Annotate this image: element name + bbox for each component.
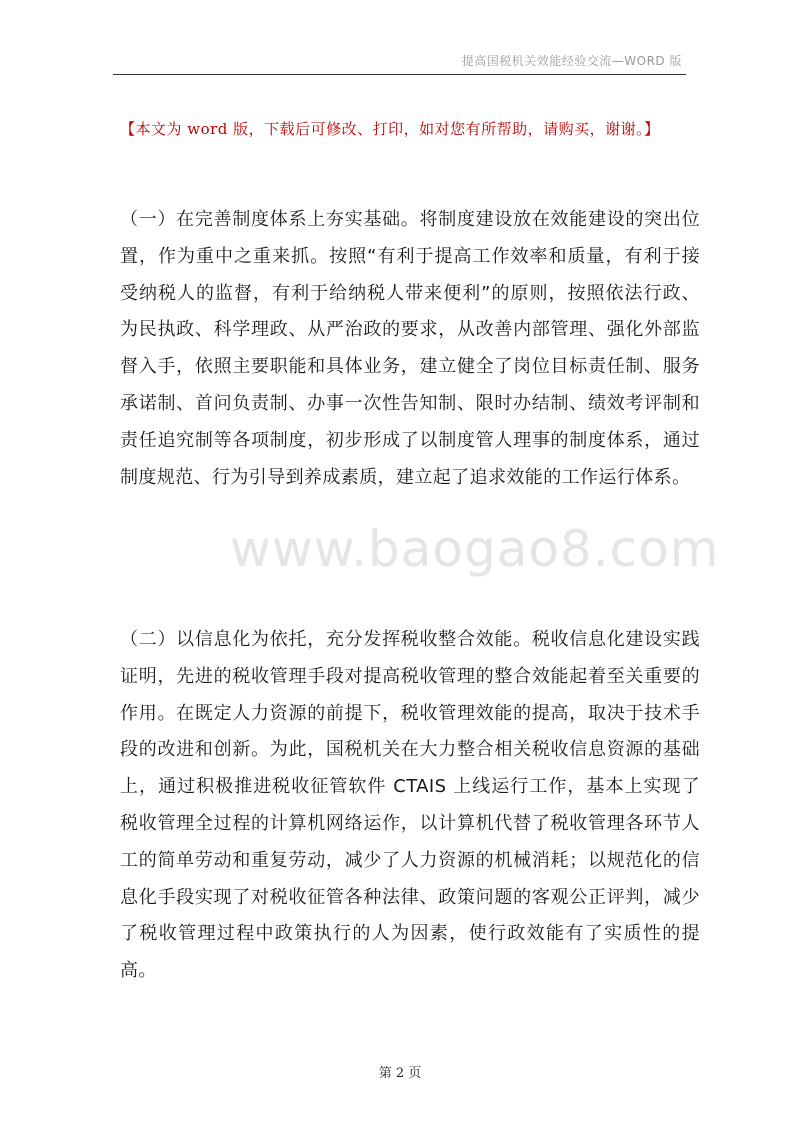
document-header-title: 提高国税机关效能经验交流—WORD 版 <box>461 54 682 68</box>
page-number: 第 2 页 <box>378 1066 422 1081</box>
paragraph-2: （二）以信息化为依托，充分发挥税收整合效能。税收信息化建设实践证明，先进的税收管理手段对提高税收管理的整合效能起着至关重要的作用。在既定人力资源的前提下，税收管理效能的提高，取决于技术手段的改进和创新。为此，国税机关在大力整合相关税收信息资源的基础上，通过积极推进税收征管软件 CTAIS 上线运行工作，基本上实现了税收管理全过程的计算机网络运作，以计算机代替了税收管理各环节人工的简单劳动和重复劳动，减少了人力资源的机械消耗；以规范化的信息化手段实现了对税收征管各种法律、政策问题的客观公正评判，减少了税收管理过程中政策执行的人为因素，使行政效能有了实质性的提高。 <box>120 629 700 982</box>
watermark: www.baogao8.com <box>230 520 720 578</box>
purchase-notice: 【本文为 word 版，下载后可修改、打印，如对您有所帮助，请购买，谢谢。】 <box>120 120 660 138</box>
paragraph-1: （一）在完善制度体系上夯实基础。将制度建设放在效能建设的突出位置，作为重中之重来抓。按照“有利于提高工作效率和质量，有利于接受纳税人的监督，有利于给纳税人带来便利”的原则，按照依法行政、为民执政、科学理政、从严治政的要求，从改善内部管理、强化外部监督入手，依照主要职能和具体业务，建立健全了岗位目标责任制、服务承诺制、首问负责制、办事一次性告知制、限时办结制、绩效考评制和责任追究制等各项制度，初步形成了以制度管人理事的制度体系，通过制度规范、行为引导到养成素质，建立起了追求效能的工作运行体系。 <box>120 209 700 488</box>
header-divider <box>113 74 686 75</box>
